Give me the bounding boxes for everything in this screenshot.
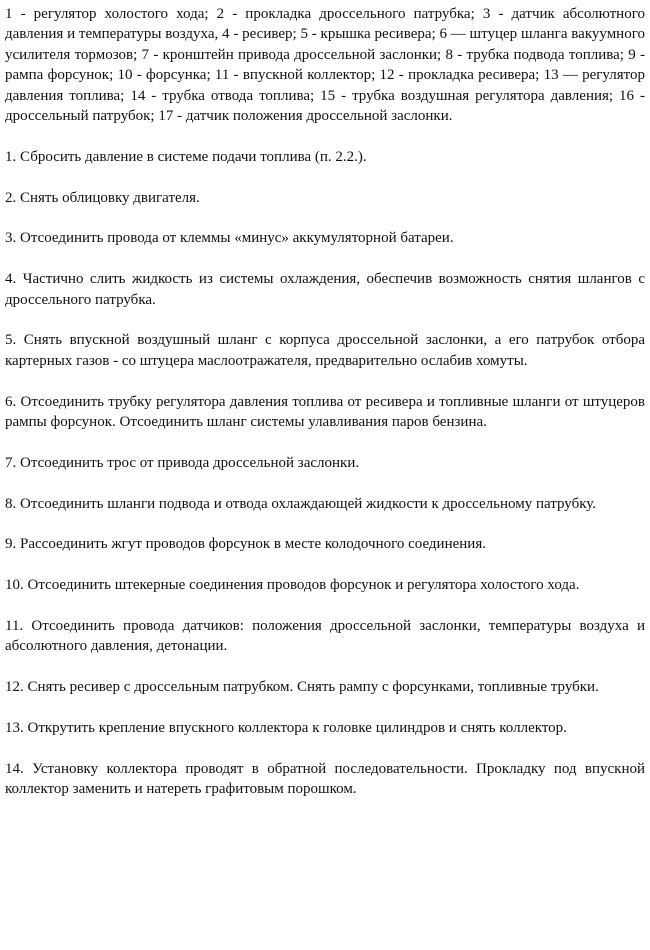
step-10: 10. Отсоединить штекерные соединения проводов форсунок и регулятора холостого хода. (5, 577, 580, 594)
step-5: 5. Снять впускной воздушный шланг с корпуса дроссельной заслонки, а его патрубок отбора картерных газов - со штуцера маслоотражателя, предварительно ослабив хомуты. (5, 332, 645, 369)
step-3: 3. Отсоединить провода от клеммы «минус» аккумуляторной батареи. (5, 230, 454, 247)
step-13: 13. Открутить крепление впускного коллектора к головке цилиндров и снять коллектор. (5, 720, 567, 737)
step-4: 4. Частично слить жидкость из системы охлаждения, обеспечив возможность снятия шлангов с дроссельного патрубка. (5, 271, 645, 308)
step-6: 6. Отсоединить трубку регулятора давления топлива от ресивера и топливные шланги от штуцеров рампы форсунок. Отсоединить шланг системы улавливания паров бензина. (5, 393, 645, 431)
figure-caption-legend: 1 - регулятор холостого хода; 2 - прокладка дроссельного патрубка; 3 - датчик абсолютного давления и температуры воздуха, 4 - ресивер; 5 - крышка ресивера; 6 — штуцер шланга вакуумного усилителя тормозов; 7 - кронштейн привода дроссельной заслонки; 8 - трубка подвода топлива; 9 - рампа форсунок; 10 - форсунка; 11 - впускной коллектор; 12 - прокладка ресивера; 13 — регулятор давления топлива; 14 - трубка отвода топлива; 15 - трубка воздушная регулятора давления; 16 - дроссельный патрубок; 17 - датчик положения дроссельной заслонки. (5, 6, 645, 125)
document-body (5, 4, 645, 820)
step-14: 14. Установку коллектора проводят в обратной последовательности. Прокладку под впускной коллектор заменить и натереть графитовым порошком. (5, 760, 645, 798)
step-2: 2. Снять облицовку двигателя. (5, 189, 200, 206)
step-11: 11. Отсоединить провода датчиков: положения дроссельной заслонки, температуры воздуха и абсолютного давления, детонации. (5, 618, 645, 655)
step-9: 9. Рассоединить жгут проводов форсунок в месте колодочного соединения. (5, 536, 486, 553)
step-12: 12. Снять ресивер с дроссельным патрубком. Снять рампу с форсунками, топливные трубки. (5, 679, 599, 696)
step-8: 8. Отсоединить шланги подвода и отвода охлаждающей жидкости к дроссельному патрубку. (5, 495, 597, 512)
step-7: 7. Отсоединить трос от привода дроссельной заслонки. (5, 454, 360, 471)
step-1: 1. Сбросить давление в системе подачи топлива (п. 2.2.). (5, 148, 367, 165)
